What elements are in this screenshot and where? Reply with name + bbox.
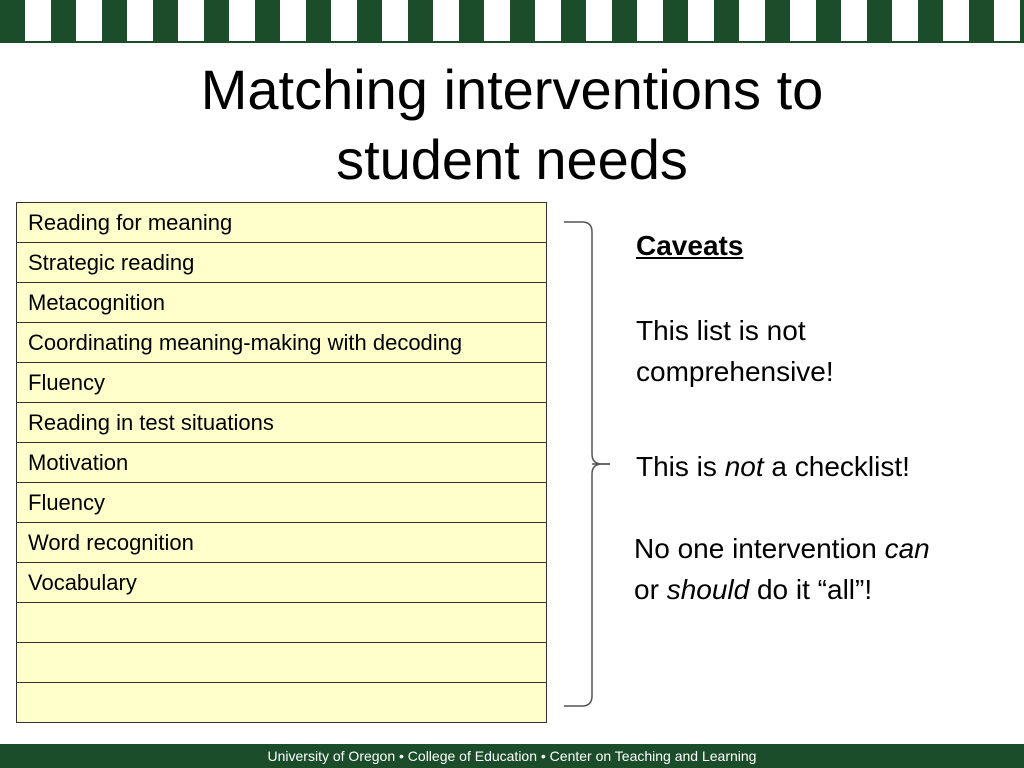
caveat-not-comprehensive — [636, 310, 834, 392]
caveat-line2: comprehensive! — [636, 356, 834, 387]
table-cell: Coordinating meaning-making with decoding — [17, 323, 547, 363]
table-row — [17, 203, 547, 243]
table-cell — [17, 603, 547, 643]
table-row — [17, 443, 547, 483]
stripe-square — [408, 0, 433, 41]
table-cell: Word recognition — [17, 523, 547, 563]
footer-bar — [0, 744, 1024, 768]
table-row — [17, 483, 547, 523]
table-row — [17, 603, 547, 643]
caveat-line1: This list is not — [636, 315, 806, 346]
table-cell: Reading in test situations — [17, 403, 547, 443]
stripe-square — [357, 0, 382, 41]
table-row — [17, 563, 547, 603]
stripe-square — [306, 0, 331, 41]
caveat-not-checklist — [636, 446, 910, 487]
slide-title-line2: student needs — [336, 128, 688, 191]
table-row — [17, 683, 547, 723]
footer-text: University of Oregon • College of Education • Center on Teaching and Learning — [267, 748, 757, 764]
no-one-or: or — [634, 574, 667, 605]
slide-title — [0, 55, 1024, 195]
table-row — [17, 643, 547, 683]
table-cell: Fluency — [17, 483, 547, 523]
no-one-em-should: should — [666, 574, 750, 605]
no-one-post: do it “all”! — [749, 574, 873, 605]
caveats-heading: Caveats — [636, 230, 744, 261]
table-cell: Reading for meaning — [17, 203, 547, 243]
slide-title-line1: Matching interventions to — [200, 58, 824, 121]
table-cell: Metacognition — [17, 283, 547, 323]
stripe-square — [663, 0, 688, 41]
table-cell: Motivation — [17, 443, 547, 483]
stripe-square — [510, 0, 535, 41]
table-row — [17, 363, 547, 403]
top-stripe-banner — [0, 0, 1024, 43]
caveat-no-one-intervention — [634, 528, 930, 610]
checklist-post: a checklist! — [763, 451, 910, 482]
no-one-em-can: can — [884, 533, 930, 564]
stripe-square — [969, 0, 994, 41]
stripe-square — [0, 0, 25, 41]
right-brace-icon — [560, 218, 610, 710]
stripe-square — [816, 0, 841, 41]
table-row — [17, 243, 547, 283]
table-cell: Strategic reading — [17, 243, 547, 283]
no-one-pre: No one intervention — [634, 533, 885, 564]
stripe-square — [561, 0, 586, 41]
stripe-square — [51, 0, 76, 41]
table-row — [17, 323, 547, 363]
stripe-square — [714, 0, 739, 41]
stripe-square — [1020, 0, 1024, 41]
stripe-square — [255, 0, 280, 41]
stripe-square — [918, 0, 943, 41]
table-row — [17, 523, 547, 563]
table-cell: Vocabulary — [17, 563, 547, 603]
stripe-square — [867, 0, 892, 41]
checklist-pre: This is — [636, 451, 725, 482]
stripe-square — [204, 0, 229, 41]
checklist-em: not — [724, 451, 764, 482]
table-cell: Fluency — [17, 363, 547, 403]
table-row — [17, 283, 547, 323]
stripe-square — [102, 0, 127, 41]
stripe-square — [765, 0, 790, 41]
stripe-square — [153, 0, 178, 41]
needs-table — [16, 202, 547, 723]
table-cell — [17, 683, 547, 723]
table-cell — [17, 643, 547, 683]
stripe-square — [612, 0, 637, 41]
stripe-square — [459, 0, 484, 41]
table-row — [17, 403, 547, 443]
